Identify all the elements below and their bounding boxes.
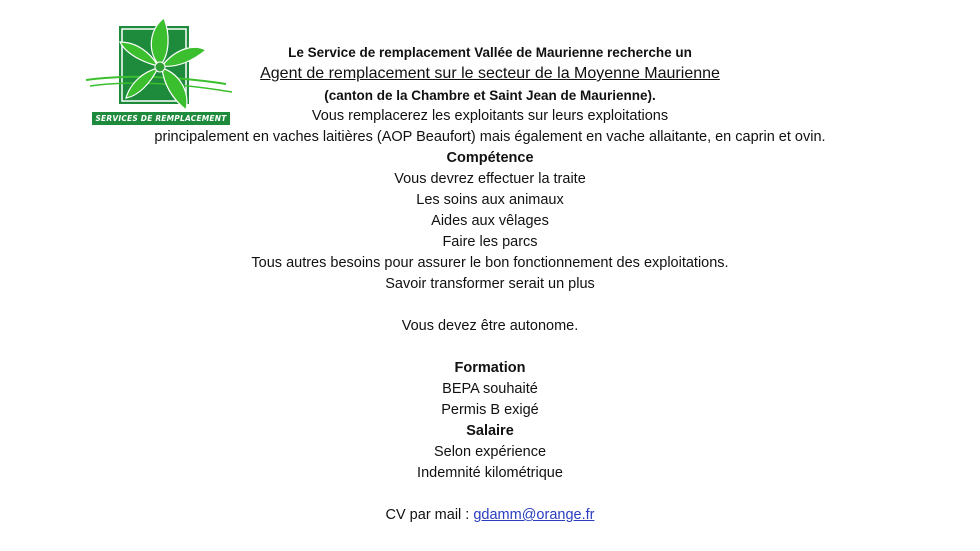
intro-line: Le Service de remplacement Vallée de Maurienne recherche un (288, 45, 692, 60)
formation-item: Permis B exigé (441, 402, 539, 418)
area-line: (canton de la Chambre et Saint Jean de Maurienne). (324, 88, 656, 103)
spacer (0, 295, 980, 316)
formation-item: BEPA souhaité (442, 381, 538, 397)
contact-line (0, 505, 980, 526)
description-line-1: Vous remplacerez les exploitants sur leurs exploitations (311, 108, 669, 124)
competence-item: Aides aux vêlages (431, 213, 549, 229)
competence-item: Tous autres besoins pour assurer le bon fonctionnement des exploitations. (251, 255, 729, 271)
salaire-item: Indemnité kilométrique (417, 465, 563, 481)
job-title-headline: Agent de remplacement sur le secteur de la Moyenne Maurienne (260, 65, 720, 82)
autonomy-line: Vous devez être autonome. (401, 318, 579, 334)
spacer (0, 337, 980, 358)
competence-item: Vous devrez effectuer la traite (394, 171, 586, 187)
competence-item: Savoir transformer serait un plus (385, 276, 595, 292)
salaire-heading: Salaire (466, 423, 514, 439)
formation-heading: Formation (454, 360, 526, 376)
logo-banner-text: SERVICES DE REMPLACEMENT (92, 112, 230, 125)
salaire-item: Selon expérience (433, 444, 547, 460)
competence-heading: Compétence (446, 150, 534, 166)
competence-item: Faire les parcs (442, 234, 538, 250)
description-line-2: principalement en vaches laitières (AOP Beaufort) mais également en vache allaitante, en caprin et ovin. (154, 129, 826, 145)
job-advertisement (0, 42, 980, 526)
contact-label: CV par mail : (385, 507, 474, 523)
email-link[interactable]: gdamm@orange.fr (473, 507, 595, 523)
competence-item: Les soins aux animaux (416, 192, 564, 208)
spacer (0, 484, 980, 505)
